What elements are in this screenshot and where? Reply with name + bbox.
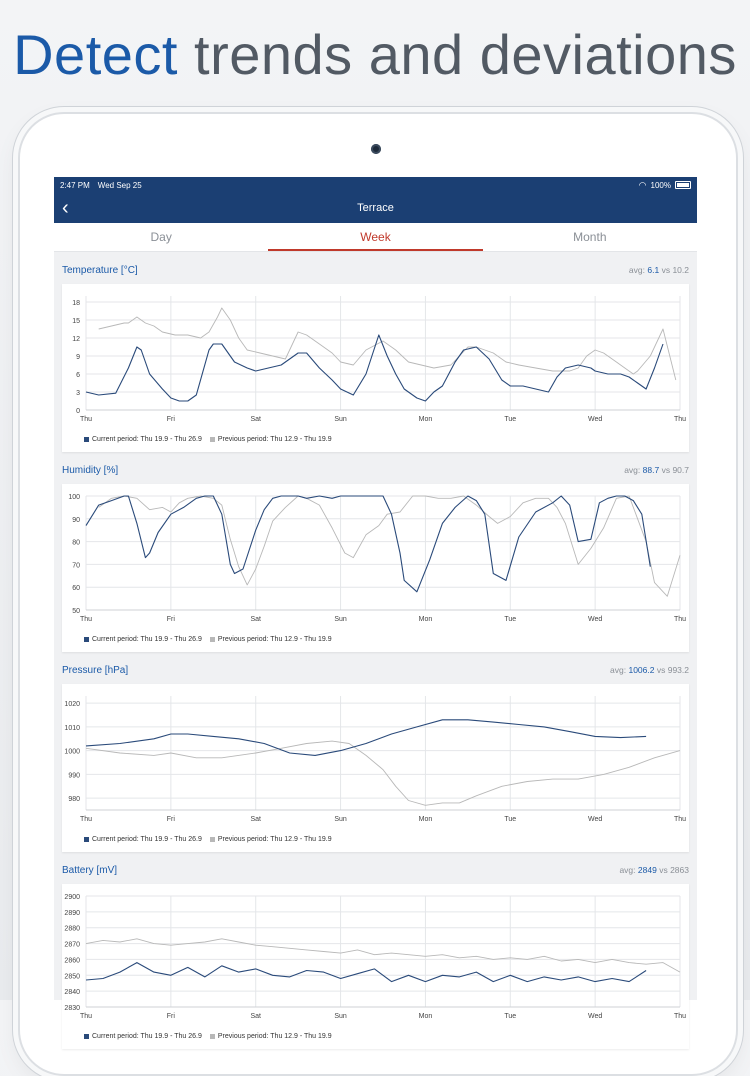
- y-tick-label: 2890: [64, 909, 80, 917]
- chart-legend: [62, 632, 689, 652]
- legend-previous-label: Previous period: Thu 12.9 - Thu 19.9: [217, 636, 332, 643]
- avg-previous: 2863: [670, 865, 689, 875]
- chart-section: [62, 660, 689, 852]
- series-line-current: [86, 963, 646, 982]
- chart-header: [62, 460, 689, 480]
- chart-average: [629, 265, 689, 275]
- y-tick-label: 60: [72, 585, 80, 593]
- chevron-left-icon[interactable]: ‹: [62, 197, 69, 219]
- nav-title: Terrace: [357, 202, 394, 214]
- avg-label: avg:: [624, 465, 641, 475]
- headline-accent: Detect: [13, 23, 178, 86]
- legend-previous-label: Previous period: Thu 12.9 - Thu 19.9: [217, 836, 332, 843]
- x-tick-label: Fri: [166, 1013, 175, 1020]
- y-tick-label: 12: [72, 336, 80, 343]
- avg-label: avg:: [610, 665, 627, 675]
- status-bar: [54, 177, 697, 193]
- chart-card[interactable]: [62, 884, 689, 1049]
- avg-vs: vs: [661, 465, 671, 475]
- y-tick-label: 9: [76, 354, 80, 361]
- x-tick-label: Tue: [504, 616, 517, 623]
- legend-previous: [210, 836, 332, 846]
- y-tick-label: 980: [68, 796, 80, 804]
- legend-current-label: Current period: Thu 19.9 - Thu 26.9: [92, 836, 202, 843]
- x-tick-label: Wed: [588, 1013, 603, 1020]
- x-tick-label: Fri: [166, 816, 175, 823]
- status-date: Wed Sep 25: [97, 180, 142, 190]
- chart-svg[interactable]: [62, 884, 689, 1029]
- avg-previous: 10.2: [672, 265, 689, 275]
- x-tick-label: Thu: [673, 816, 687, 823]
- y-tick-label: 1010: [64, 724, 80, 732]
- x-tick-label: Tue: [504, 416, 517, 423]
- chart-title: Battery [mV]: [62, 864, 118, 876]
- avg-label: avg:: [619, 865, 636, 875]
- legend-swatch-current: [84, 637, 89, 642]
- chart-title: Humidity [%]: [62, 464, 119, 476]
- x-tick-label: Mon: [418, 816, 433, 823]
- chart-average: [624, 465, 689, 475]
- legend-previous: [210, 436, 332, 446]
- charts-list: [54, 260, 697, 1049]
- legend-current: [84, 1033, 202, 1043]
- legend-swatch-current: [84, 837, 89, 842]
- x-tick-label: Thu: [79, 1013, 93, 1020]
- x-tick-label: Wed: [588, 616, 603, 623]
- chart-legend: [62, 432, 689, 452]
- legend-previous: [210, 1033, 332, 1043]
- avg-previous: 90.7: [672, 465, 689, 475]
- wifi-icon: ◠: [638, 179, 647, 190]
- y-tick-label: 70: [72, 562, 80, 570]
- legend-current: [84, 836, 202, 846]
- legend-previous-label: Previous period: Thu 12.9 - Thu 19.9: [217, 1033, 332, 1040]
- x-tick-label: Thu: [673, 616, 687, 623]
- chart-title: Pressure [hPa]: [62, 664, 129, 676]
- y-tick-label: 2900: [64, 894, 80, 901]
- legend-swatch-current: [84, 437, 89, 442]
- x-tick-label: Mon: [418, 416, 433, 423]
- status-time: 2:47 PM: [60, 180, 90, 190]
- chart-legend: [62, 1029, 689, 1049]
- avg-previous: 993.2: [667, 665, 689, 675]
- x-tick-label: Tue: [504, 1013, 517, 1020]
- avg-vs: vs: [661, 265, 671, 275]
- avg-vs: vs: [656, 665, 666, 675]
- x-tick-label: Thu: [673, 1013, 687, 1020]
- x-tick-label: Thu: [79, 816, 93, 823]
- x-tick-label: Fri: [166, 616, 175, 623]
- chart-card[interactable]: [62, 684, 689, 852]
- y-tick-label: 2840: [64, 989, 80, 997]
- nav-bar: [54, 193, 697, 223]
- chart-svg[interactable]: [62, 284, 689, 432]
- x-tick-label: Thu: [79, 416, 93, 423]
- y-tick-label: 2850: [64, 973, 80, 981]
- y-tick-label: 990: [68, 772, 80, 780]
- legend-current-label: Current period: Thu 19.9 - Thu 26.9: [92, 636, 202, 643]
- chart-header: [62, 260, 689, 280]
- series-line-previous: [99, 308, 676, 380]
- y-tick-label: 2880: [64, 925, 80, 933]
- chart-section: [62, 260, 689, 452]
- chart-title: Temperature [°C]: [62, 264, 138, 276]
- chart-average: [619, 865, 689, 875]
- chart-card[interactable]: [62, 284, 689, 452]
- chart-section: [62, 460, 689, 652]
- legend-swatch-previous: [210, 837, 215, 842]
- headline-rest: trends and deviations: [194, 23, 737, 86]
- y-tick-label: 15: [72, 318, 80, 325]
- avg-current: 88.7: [642, 465, 660, 475]
- x-tick-label: Wed: [588, 416, 603, 423]
- x-tick-label: Sat: [250, 1013, 261, 1020]
- legend-swatch-previous: [210, 637, 215, 642]
- y-tick-label: 2830: [64, 1005, 80, 1012]
- chart-header: [62, 860, 689, 880]
- tab-week[interactable]: Week: [268, 223, 482, 251]
- chart-legend: [62, 832, 689, 852]
- tab-month[interactable]: Month: [573, 230, 607, 244]
- y-tick-label: 18: [72, 300, 80, 307]
- battery-icon: [675, 181, 691, 189]
- x-tick-label: Fri: [166, 416, 175, 423]
- legend-previous: [210, 636, 332, 646]
- x-tick-label: Sat: [250, 416, 261, 423]
- legend-swatch-current: [84, 1034, 89, 1039]
- chart-section: [62, 860, 689, 1049]
- x-tick-label: Sun: [334, 616, 347, 623]
- legend-current-label: Current period: Thu 19.9 - Thu 26.9: [92, 436, 202, 443]
- series-line-current: [86, 335, 663, 401]
- avg-current: 1006.2: [628, 665, 655, 675]
- series-line-current: [86, 720, 646, 756]
- legend-swatch-previous: [210, 437, 215, 442]
- x-tick-label: Wed: [588, 816, 603, 823]
- x-tick-label: Sun: [334, 416, 347, 423]
- tab-day[interactable]: Day: [150, 230, 172, 244]
- x-tick-label: Sat: [250, 616, 261, 623]
- avg-current: 2849: [637, 865, 657, 875]
- y-tick-label: 6: [76, 372, 80, 379]
- legend-swatch-previous: [210, 1034, 215, 1039]
- x-tick-label: Thu: [79, 616, 93, 623]
- app-screen: [54, 177, 697, 1040]
- legend-previous-label: Previous period: Thu 12.9 - Thu 19.9: [217, 436, 332, 443]
- y-tick-label: 1020: [64, 701, 80, 709]
- status-right: [639, 180, 691, 191]
- x-tick-label: Sun: [334, 1013, 347, 1020]
- legend-current: [84, 436, 202, 446]
- x-tick-label: Mon: [418, 1013, 433, 1020]
- y-tick-label: 3: [76, 390, 80, 397]
- avg-label: avg:: [628, 265, 645, 275]
- chart-svg[interactable]: [62, 484, 689, 632]
- series-line-previous: [99, 496, 680, 596]
- y-tick-label: 1000: [64, 748, 80, 756]
- y-tick-label: 50: [72, 608, 80, 615]
- y-tick-label: 2870: [64, 941, 80, 949]
- legend-current-label: Current period: Thu 19.9 - Thu 26.9: [92, 1033, 202, 1040]
- avg-current: 6.1: [647, 265, 660, 275]
- chart-header: [62, 660, 689, 680]
- legend-current: [84, 636, 202, 646]
- x-tick-label: Tue: [504, 816, 517, 823]
- chart-average: [610, 665, 689, 675]
- y-tick-label: 0: [76, 408, 80, 415]
- y-tick-label: 90: [72, 516, 80, 524]
- y-tick-label: 2860: [64, 957, 80, 965]
- avg-vs: vs: [659, 865, 668, 875]
- x-tick-label: Sat: [250, 816, 261, 823]
- chart-card[interactable]: [62, 484, 689, 652]
- y-tick-label: 80: [72, 539, 80, 547]
- status-battery: 100%: [650, 180, 671, 190]
- y-tick-label: 100: [68, 494, 80, 501]
- headline: [0, 22, 750, 87]
- period-tabs: [54, 223, 697, 252]
- chart-svg[interactable]: [62, 684, 689, 832]
- x-tick-label: Sun: [334, 816, 347, 823]
- x-tick-label: Thu: [673, 416, 687, 423]
- x-tick-label: Mon: [418, 616, 433, 623]
- camera-icon: [371, 144, 381, 154]
